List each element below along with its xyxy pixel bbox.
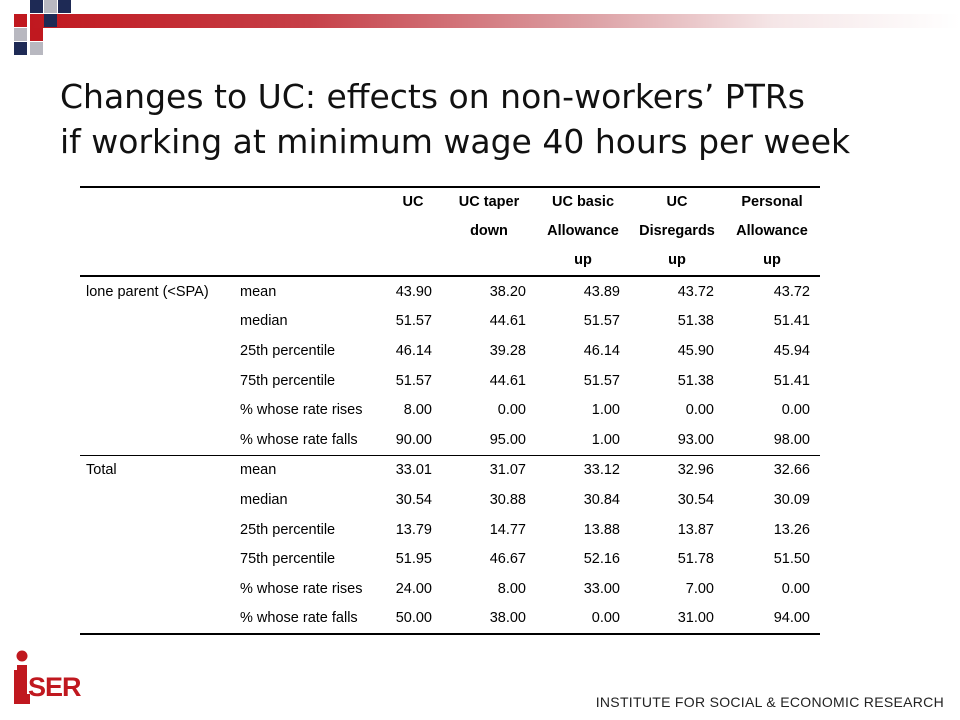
table-cell: 52.16	[583, 551, 620, 568]
table-cell: 30.54	[395, 491, 432, 508]
group-label	[80, 574, 234, 604]
table-cell: 0.00	[781, 580, 810, 597]
group-label	[80, 366, 234, 396]
table-row	[80, 366, 820, 396]
table-row	[80, 485, 820, 515]
table-cell: 8.00	[403, 402, 432, 419]
table-cell: 44.61	[489, 313, 526, 330]
column-header: Personal	[724, 187, 820, 217]
stat-label: mean	[240, 283, 277, 300]
column-header: Allowance	[547, 223, 619, 239]
table-row	[80, 455, 820, 485]
table-cell: 51.41	[773, 313, 810, 330]
group-label	[80, 336, 234, 366]
table-cell: 13.26	[773, 521, 810, 538]
group-label	[80, 395, 234, 425]
table-cell: 7.00	[685, 580, 714, 597]
table-cell: 45.90	[677, 342, 714, 359]
table-cell: 46.14	[583, 342, 620, 359]
group-label: Total	[86, 462, 117, 479]
table-cell: 51.57	[583, 372, 620, 389]
stat-label: median	[240, 491, 288, 508]
column-header: down	[470, 223, 508, 239]
header-gradient-band	[30, 14, 960, 28]
group-label	[80, 485, 234, 515]
table-cell: 51.38	[677, 372, 714, 389]
stat-label: 75th percentile	[240, 551, 336, 568]
table-cell: 31.07	[489, 462, 526, 479]
table-cell: 38.00	[442, 604, 536, 635]
table-cell: 31.00	[630, 604, 724, 635]
table-cell: 8.00	[497, 580, 526, 597]
group-label	[80, 307, 234, 337]
table-cell: 0.00	[536, 604, 630, 635]
institute-name: INSTITUTE FOR SOCIAL & ECONOMIC RESEARCH	[595, 694, 944, 710]
column-header: up	[630, 246, 724, 276]
group-label: lone parent (<SPA)	[86, 283, 209, 300]
table-cell: 51.57	[583, 313, 620, 330]
table-cell: 94.00	[724, 604, 820, 635]
column-header: UC	[630, 187, 724, 217]
column-header: up	[536, 246, 630, 276]
header-row	[80, 217, 820, 246]
table-cell: 51.50	[773, 551, 810, 568]
stat-label: % whose rate rises	[240, 402, 363, 419]
table-cell: 30.84	[583, 491, 620, 508]
table-cell: 38.20	[489, 283, 526, 300]
column-header	[384, 246, 442, 276]
header-row	[80, 246, 820, 276]
table-cell: 43.89	[583, 283, 620, 300]
table-row	[80, 574, 820, 604]
table-cell: 51.95	[395, 551, 432, 568]
table-cell: 46.67	[489, 551, 526, 568]
column-header: up	[724, 246, 820, 276]
table-cell: 51.78	[677, 551, 714, 568]
table-row	[80, 604, 820, 635]
column-header: Disregards	[639, 223, 715, 239]
table-cell: 90.00	[384, 425, 442, 455]
table-cell: 13.79	[395, 521, 432, 538]
table-cell: 32.96	[677, 462, 714, 479]
table-cell: 1.00	[591, 402, 620, 419]
table-cell: 1.00	[536, 425, 630, 455]
table-cell: 51.57	[395, 372, 432, 389]
table-cell: 14.77	[489, 521, 526, 538]
table-row	[80, 425, 820, 455]
table-cell: 33.00	[583, 580, 620, 597]
group-label	[80, 604, 234, 635]
column-header: UC taper	[442, 187, 536, 217]
table-cell: 95.00	[442, 425, 536, 455]
table-cell: 43.72	[677, 283, 714, 300]
table-cell: 30.88	[489, 491, 526, 508]
stat-label: 25th percentile	[240, 342, 336, 359]
table-cell: 30.54	[677, 491, 714, 508]
table-cell: 98.00	[724, 425, 820, 455]
table-body	[80, 276, 820, 634]
table-cell: 30.09	[773, 491, 810, 508]
header-row	[80, 187, 820, 217]
stat-label: median	[240, 313, 288, 330]
table-cell: 39.28	[489, 342, 526, 359]
table-cell: 0.00	[497, 402, 526, 419]
table-cell: 51.38	[677, 313, 714, 330]
stat-label: % whose rate falls	[234, 604, 384, 635]
table-cell: 43.72	[773, 283, 810, 300]
column-header: UC basic	[536, 187, 630, 217]
table-header	[80, 187, 820, 276]
ptr-results-table	[80, 186, 820, 635]
slide-title	[60, 74, 940, 164]
table-row	[80, 307, 820, 337]
table-cell: 51.57	[395, 313, 432, 330]
table-cell: 44.61	[489, 372, 526, 389]
table-row	[80, 336, 820, 366]
column-header	[442, 246, 536, 276]
table-cell: 0.00	[685, 402, 714, 419]
table-cell: 24.00	[395, 580, 432, 597]
stat-label: % whose rate rises	[240, 580, 363, 597]
table-cell: 0.00	[781, 402, 810, 419]
table-cell: 13.87	[677, 521, 714, 538]
column-header: Allowance	[736, 223, 808, 239]
column-header: UC	[384, 187, 442, 217]
title-line-2: if working at minimum wage 40 hours per week	[60, 122, 851, 161]
table-row	[80, 276, 820, 307]
table-cell: 51.41	[773, 372, 810, 389]
column-header	[384, 217, 442, 246]
table-cell: 32.66	[773, 462, 810, 479]
stat-label: 25th percentile	[240, 521, 336, 538]
table-cell: 50.00	[384, 604, 442, 635]
table-row	[80, 544, 820, 574]
table-cell: 33.01	[395, 462, 432, 479]
table-cell: 45.94	[773, 342, 810, 359]
stat-label: % whose rate falls	[234, 425, 384, 455]
table-row	[80, 395, 820, 425]
iser-logo-text: SER	[28, 672, 81, 702]
title-line-1: Changes to UC: effects on non-workers’ PTRs	[60, 77, 805, 116]
table-cell: 43.90	[395, 283, 432, 300]
table-cell: 33.12	[583, 462, 620, 479]
table-row	[80, 515, 820, 545]
group-label	[80, 515, 234, 545]
table-cell: 13.88	[583, 521, 620, 538]
table-cell: 46.14	[395, 342, 432, 359]
table-cell: 93.00	[630, 425, 724, 455]
stat-label: mean	[240, 462, 277, 479]
group-label	[80, 544, 234, 574]
stat-label: 75th percentile	[240, 372, 336, 389]
group-label	[80, 425, 234, 455]
